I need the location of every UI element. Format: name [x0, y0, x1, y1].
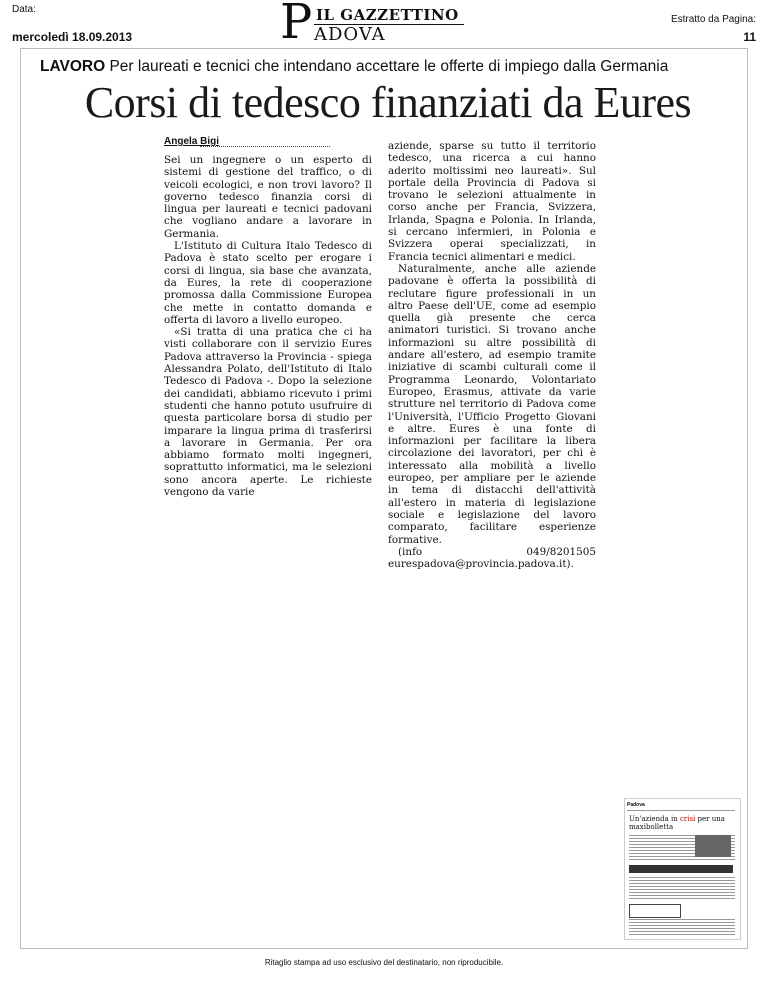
thumbnail-banner — [629, 865, 733, 873]
paragraph: «Si tratta di una pratica che ci ha visti collaborare con il servizio Eures Padova attraverso la Provincia - spiega Alessandra Polato, dell'Istituto di Italo Tedesco di Padova -. Dopo la selezione dei candidati, abbiamo ricevuto i primi studenti che hanno potuto usufruire di questa particolare borsa di studio per imparare la lingua prima di trasferirsi a lavorare in Germania. Per ora abbiamo formato molti ingegneri, soprattutto informatici, ma le selezioni sono ancora aperte. Le richieste vengono da varie — [164, 326, 372, 499]
date-value: mercoledì 18.09.2013 — [12, 30, 133, 44]
kicker-section: LAVORO — [40, 58, 106, 75]
masthead-name: IL GAZZETTINO — [316, 6, 459, 24]
paragraph: Naturalmente, anche alle aziende padovane è offerta la possibilità di reclutare figure professionali in un altro Paese dell'UE, come ad esempio quella già presente che cerca animatori turistici. Si trovano anche informazioni su altre possibilità di andare all'estero, ad esempio tramite iniziative di scambi culturali come il Programma Leonardo, Volontariato Europeo, Erasmus, attivate da varie strutture nel territorio di Padova come l'Università, l'Ufficio Progetto Giovani e altre. Eures è una fonte di informazioni per facilitare la libera circolazione dei lavoratori, per chi è interessato alla mobilità a livello europeo, per ampliare per le aziende in tema di distacchi dell'attività all'estero in materia di legislazione sociale e legislazione del lavoro comparato, facilitare esperienze formative. — [388, 262, 596, 546]
thumbnail-headline: Un'azienda in crisi per una maxibolletta — [629, 815, 725, 831]
article-kicker — [40, 58, 668, 76]
article-column-1 — [164, 154, 372, 498]
paragraph: Sei un ingegnere o un esperto di sistemi di gestione del traffico, o di veicoli ecologici, e non trovi lavoro? Il governo tedesco finanzia corsi di lingua per laureati e tecnici padovani che vogliano andare a lavorare in Germania. — [164, 154, 372, 240]
thumbnail-boxed-article — [629, 904, 681, 918]
thumbnail-text-lines — [629, 877, 735, 901]
thumbnail-section: Padova — [627, 802, 735, 811]
page-number: 11 — [743, 30, 756, 44]
article-byline: Angela Bigi — [164, 136, 220, 147]
page-label: Estratto da Pagina: — [670, 14, 756, 25]
contact-info: (info 049/8201505 eurespadova@provincia.padova.it). — [388, 545, 596, 571]
paragraph: aziende, sparse su tutto il territorio tedesco, una ricerca a cui hanno aderito moltissimi neo laureati». Sul portale della Provincia di Padova si trovano le selezioni attualmente in corso anche per Francia, Svizzera, Irlanda, Spagna e Polonia. In Irlanda, si cercano infermieri, in Polonia e Svizzera operai specializzati, in Francia tecnici alimentari e medici. — [388, 140, 596, 263]
masthead-initial: P — [280, 0, 313, 50]
article-headline: Corsi di tedesco finanziati da Eures — [84, 78, 692, 127]
article-column-2 — [388, 140, 596, 570]
newspaper-masthead — [280, 0, 500, 50]
copyright-note: Ritaglio stampa ad uso esclusivo del destinatario, non riproducibile. — [264, 958, 504, 967]
page-thumbnail — [624, 798, 741, 940]
date-label: Data: — [12, 4, 36, 15]
masthead-city: ADOVA — [314, 24, 386, 45]
paragraph: L'Istituto di Cultura Italo Tedesco di Padova è stato scelto per erogare i corsi di lingua, sia base che avanzata, da Eures, la rete di cooperazione promossa dalla Commissione Europea che mette in contatto domanda e offerta di lavoro a livello europeo. — [164, 240, 372, 326]
thumbnail-text-lines — [629, 919, 735, 935]
thumbnail-photo — [695, 835, 731, 857]
kicker-text: Per laureati e tecnici che intendano accettare le offerte di impiego dalla Germania — [105, 58, 669, 75]
byline-rule — [200, 146, 330, 147]
